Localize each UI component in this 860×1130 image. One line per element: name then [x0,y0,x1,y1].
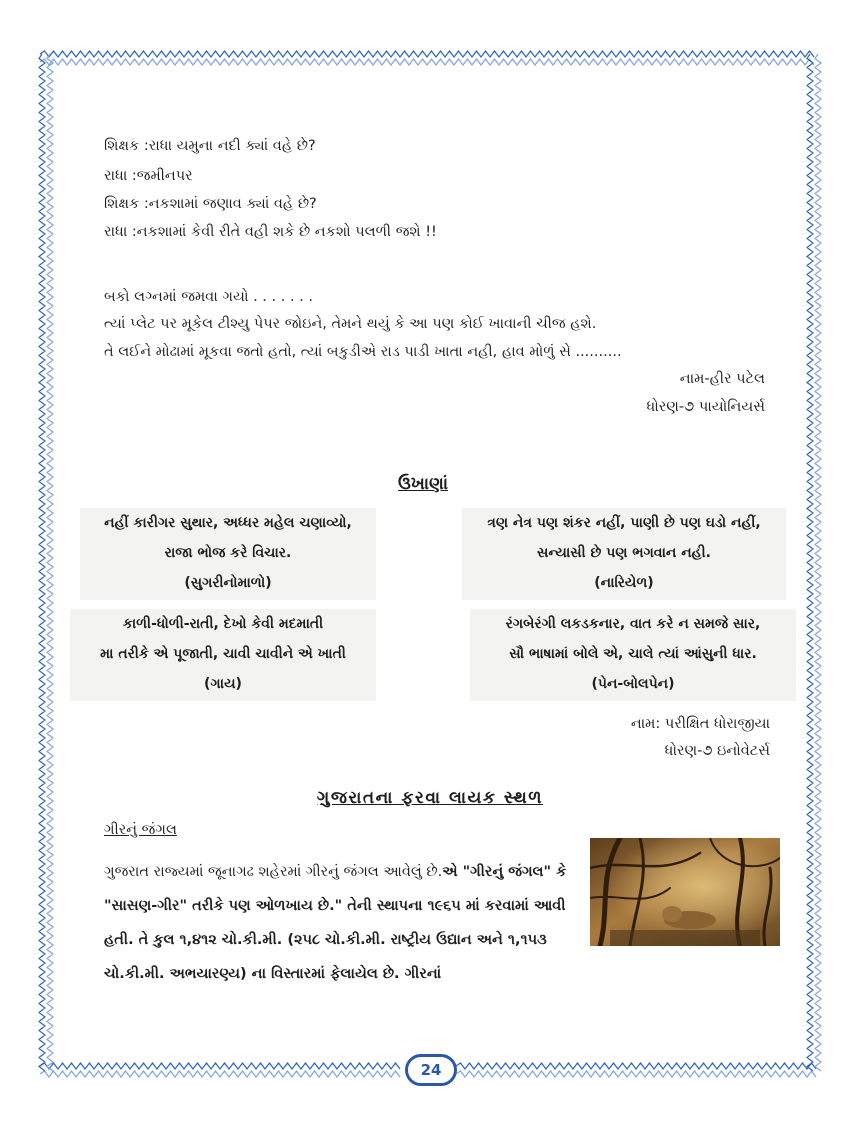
places-heading: ગુજરાતના ફરવા લાયક સ્થળ [316,788,544,808]
border-zigzag-line [40,51,814,57]
gir-paragraph-bold: એ "ગીરનું જંગલ" કે "સાસણ-ગીર" તરીકે પણ ઓળખાય છે." તેની સ્થાપના ૧૯૬૫ માં કરવામાં આવી હતી. તે કુલ ૧,૪૧૨ ચો.કી.મી. (૨૫૮ ચો.કી.મી. રાષ્ટ્રીય ઉદ્યાન અને ૧,૧૫૩ ચો.કી.મી. અભયારણ્ય) ના વિસ્તારમાં ફેલાયેલ છે. ગીરનાં [104,864,567,982]
riddle-line: રંગબેરંગી લકડકનાર, વાત કરે ન સમજે સાર, [505,616,761,632]
dialogue-line-1: શિક્ષક :રાધા યમુના નદી ક્યાં વહે છે? [104,138,316,154]
riddle-box [470,609,796,701]
border-zigzag-line [456,1063,816,1069]
page-number-badge: 24 [405,1054,457,1086]
border-zigzag-line [815,54,821,1071]
riddle-line: નહીં કારીગર સુથાર, અધ્ધર મહેલ ચણાવ્યો, [104,515,352,531]
dialogue-line-3: શિક્ષક :નકશામાં જણાવ ક્યાં વહે છે? [104,196,317,212]
border-zigzag-line [456,1071,816,1077]
gir-forest-lion-photo [590,838,780,946]
riddle-line: સૌ ભાષામાં બોલે એ, ચાલે ત્યાં આંસુની ધાર. [509,646,757,662]
riddle-answer: (નારિયેળ) [594,575,654,591]
gir-subheading: ગીરનું જંગલ [104,822,177,838]
story-line-3: તે લઈને મોઢામાં મૂકવા જતો હતો, ત્યાં બકુડીએ રાડ પાડી ખાતા નહી, હાવ મોળું સે .......... [104,344,622,360]
gir-paragraph-intro: ગુજરાત રાજ્યમાં જૂનાગઢ શહેરમાં ગીરનું જંગલ આવેલું છે. [104,864,443,880]
riddle-answer: (સુગરીનોમાળો) [184,575,272,591]
border-zigzag-line [807,54,813,1071]
author-name: નામ: પરીક્ષિત ધોરાજીયા [630,716,770,732]
riddle-answer: (ગાય) [204,676,242,692]
story-line-2: ત્યાં પ્લેટ પર મૂકેલ ટીશ્યુ પેપર જોઇને, તેમને થયું કે આ પણ કોઈ ખાવાની ચીજ હશે. [104,316,597,332]
riddle-line: કાળી-ધોળી-રાતી, દેખો કેવી મદમાતી [122,616,324,632]
gir-paragraph [104,855,580,991]
riddles-heading: ઉખાણાં [398,474,448,494]
dialogue-line-4: રાધા :નકશામાં કેવી રીતે વહી શકે છે નકશો પલળી જશે !! [104,224,437,240]
story-line-1: બકો લગ્નમાં જમવા ગયો . . . . . . . [104,289,313,305]
border-zigzag-line [40,1063,400,1069]
border-zigzag-line [39,54,45,1071]
author-name: નામ-હીર પટેલ [679,371,765,387]
riddle-line: રાજા ભોજ કરે વિચાર. [164,545,292,561]
author-class: ધોરણ-૭ પાયોનિયર્સ [646,399,765,415]
riddle-box [80,508,376,600]
riddle-box [462,508,786,600]
riddle-answer: (પેન-બોલપેન) [591,676,675,692]
riddle-line: ત્રણ નેત્ર પણ શંકર નહીં, પાણી છે પણ ઘડો નહીં, [487,515,761,531]
author-class: ધોરણ-૭ ઇનોવેટર્સ [664,743,770,759]
border-zigzag-line [40,59,814,65]
dialogue-line-2: રાધા :જમીનપર [104,168,193,184]
riddle-line: સન્યાસી છે પણ ભગવાન નહી. [537,545,711,561]
riddle-box [70,609,376,701]
border-zigzag-line [47,54,53,1071]
riddle-line: મા તરીકે એ પૂજાતી, ચાવી ચાવીને એ ખાતી [100,646,346,662]
border-zigzag-line [40,1071,400,1077]
